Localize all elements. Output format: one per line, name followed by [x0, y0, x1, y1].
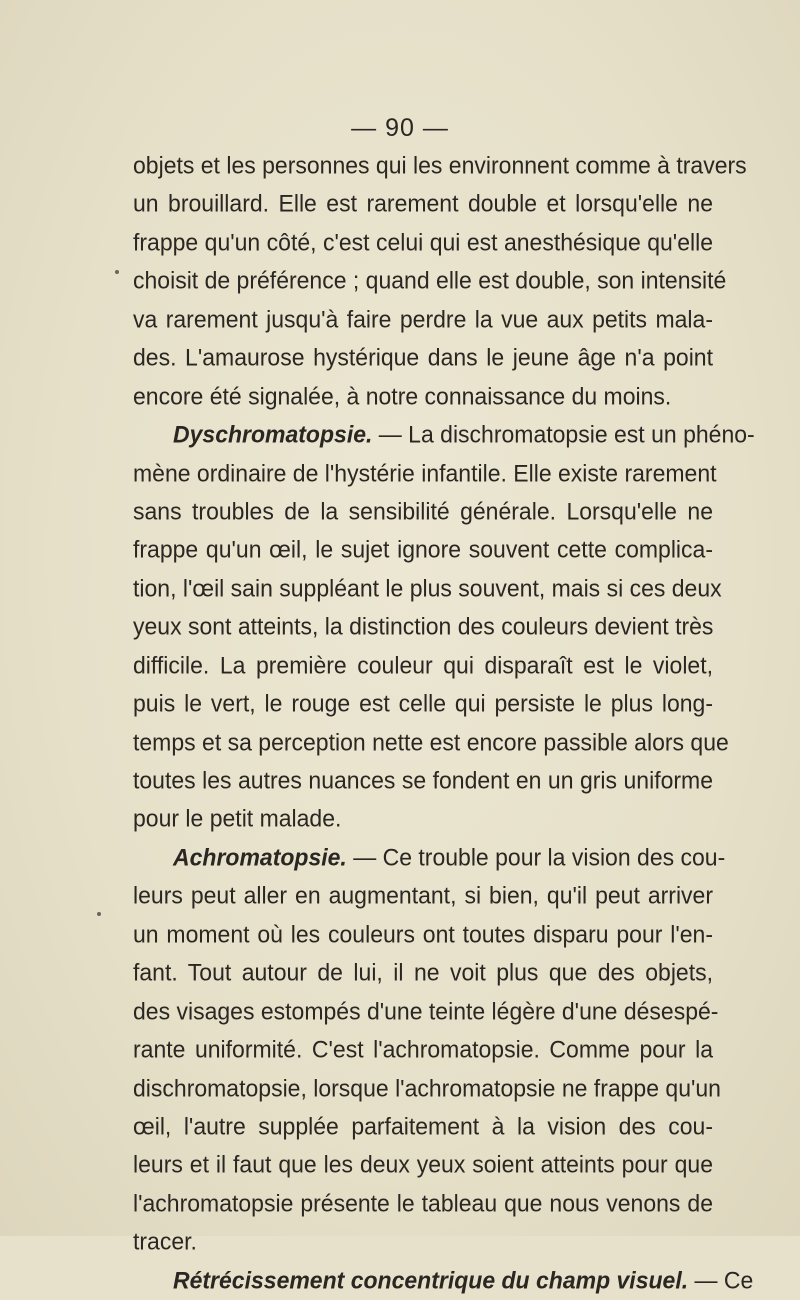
text-line: un moment où les couleurs ont toutes disparu pour l'en- [133, 919, 713, 948]
text-line: des. L'amaurose hystérique dans le jeune âge n'a point [133, 343, 713, 371]
text-line: des visages estompés d'une teinte légère d'une désespé- [133, 996, 719, 1025]
text-line: pour le petit malade. [133, 804, 342, 833]
text-line: va rarement jusqu'à faire perdre la vue aux petits mala- [133, 304, 713, 333]
text-line: frappe qu'un œil, le sujet ignore souvent cette complica- [133, 535, 713, 564]
section-term-retrecissement: Rétrécissement concentrique du champ visuel. [173, 1265, 689, 1294]
text-line: dischromatopsie, lorsque l'achromatopsie ne frappe qu'un [133, 1073, 721, 1102]
text-line: objets et les personnes qui les environnent comme à travers [133, 151, 747, 179]
section-term-achromatopsie: Achromatopsie. [173, 843, 347, 871]
text-line: yeux sont atteints, la distinction des couleurs devient très [133, 612, 714, 641]
text-line: difficile. La première couleur qui disparaît est le violet, [133, 650, 713, 679]
text-run: — Ce trouble pour la vision des cou- [346, 843, 726, 871]
text-line: mène ordinaire de l'hystérie infantile. Elle existe rarement [133, 458, 717, 487]
text-line: leurs et il faut que les deux yeux soient atteints pour que [133, 1150, 713, 1179]
text-line: rante uniformité. C'est l'achromatopsie. Comme pour la [133, 1035, 713, 1063]
paper-speck [115, 270, 119, 274]
text-line: un brouillard. Elle est rarement double et lorsqu'elle ne [133, 189, 713, 218]
text-line: toutes les autres nuances se fondent en un gris uniforme [133, 766, 713, 794]
section-heading-line [133, 1260, 754, 1300]
section-heading-line [133, 414, 755, 455]
text-line: encore été signalée, à notre connaissance du moins. [133, 381, 672, 410]
text-line: œil, l'autre supplée parfaitement à la vision des cou- [133, 1112, 713, 1140]
text-run: — La dischromatopsie est un phéno- [372, 420, 755, 448]
section-heading-line [133, 837, 726, 878]
text-line: puis le vert, le rouge est celle qui persiste le plus long- [133, 689, 713, 717]
text-line: choisit de préférence ; quand elle est double, son intensité [133, 266, 727, 295]
text-line: frappe qu'un côté, c'est celui qui est anesthésique qu'elle [133, 228, 713, 256]
paper-speck [97, 912, 101, 916]
text-line: l'achromatopsie présente le tableau que nous venons de [133, 1189, 713, 1217]
body-text [133, 146, 755, 1299]
section-term-dyschromatopsie: Dyschromatopsie. [173, 420, 373, 448]
text-run: — Ce [688, 1265, 754, 1294]
text-line: temps et sa perception nette est encore passible alors que [133, 727, 729, 756]
text-line: sans troubles de la sensibilité générale. Lorsqu'elle ne [133, 497, 713, 525]
page-number: — 90 — [351, 114, 449, 142]
text-line: fant. Tout autour de lui, il ne voit plus que des objets, [133, 958, 713, 986]
text-line: tracer. [133, 1227, 197, 1256]
text-line: leurs peut aller en augmentant, si bien, qu'il peut arriver [133, 881, 713, 910]
text-line: tion, l'œil sain suppléant le plus souvent, mais si ces deux [133, 574, 722, 602]
